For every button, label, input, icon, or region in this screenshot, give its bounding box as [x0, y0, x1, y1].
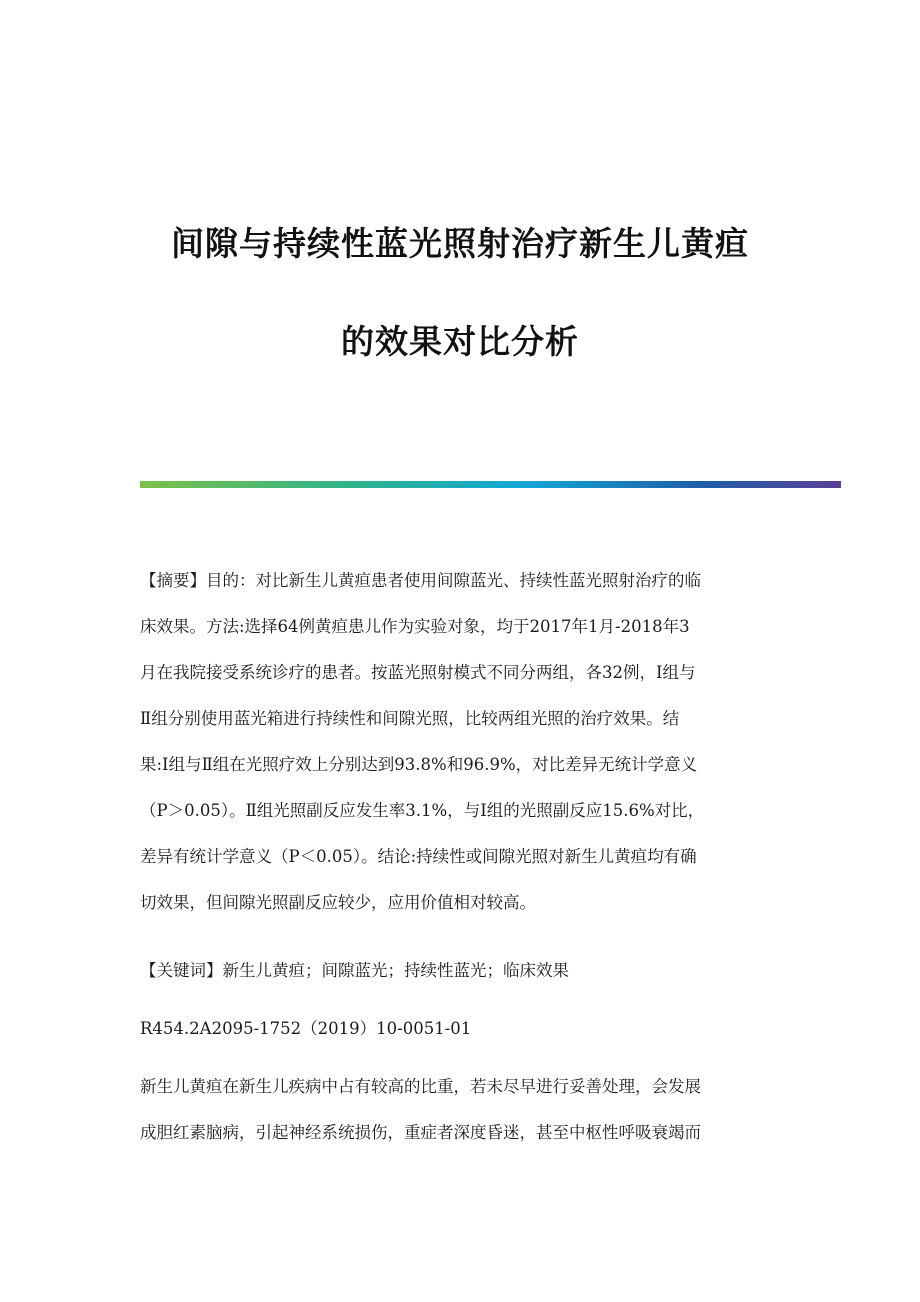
classification-code — [140, 1006, 780, 1052]
paper-title-line-2: 的效果对比分析 — [341, 322, 579, 361]
paper-title-line-1: 间隙与持续性蓝光照射治疗新生儿黄疸 — [171, 224, 749, 263]
abstract-line: （P＞0.05）。Ⅱ组光照副反应发生率3.1%，与Ⅰ组的光照副反应15.6%对比， — [140, 801, 705, 820]
introduction — [140, 1064, 780, 1156]
abstract-line: 月在我院接受系统诊疗的患者。按蓝光照射模式不同分两组，各32例，Ⅰ组与 — [140, 663, 696, 682]
keywords — [140, 948, 780, 994]
abstract-line: 果:Ⅰ组与Ⅱ组在光照疗效上分别达到93.8%和96.9%，对比差异无统计学意义 — [140, 755, 698, 774]
gradient-divider — [140, 481, 841, 488]
classification-text: R454.2A2095-1752（2019）10-0051-01 — [140, 1019, 472, 1038]
intro-line: 成胆红素脑病，引起神经系统损伤，重症者深度昏迷，甚至中枢性呼吸衰竭而 — [140, 1123, 701, 1142]
intro-line: 新生儿黄疸在新生儿疾病中占有较高的比重，若未尽早进行妥善处理，会发展 — [140, 1077, 701, 1096]
abstract-line: 【摘要】目的：对比新生儿黄疸患者使用间隙蓝光、持续性蓝光照射治疗的临 — [140, 571, 701, 590]
abstract-line: Ⅱ组分别使用蓝光箱进行持续性和间隙光照，比较两组光照的治疗效果。结 — [140, 709, 680, 728]
abstract — [140, 558, 780, 926]
abstract-line: 切效果，但间隙光照副反应较少，应用价值相对较高。 — [140, 893, 536, 912]
keywords-text: 【关键词】新生儿黄疸；间隙蓝光；持续性蓝光；临床效果 — [140, 961, 569, 980]
abstract-line: 差异有统计学意义（P＜0.05）。结论:持续性或间隙光照对新生儿黄疸均有确 — [140, 847, 697, 866]
abstract-line: 床效果。方法:选择64例黄疸患儿作为实验对象，均于2017年1月-2018年3 — [140, 617, 690, 636]
